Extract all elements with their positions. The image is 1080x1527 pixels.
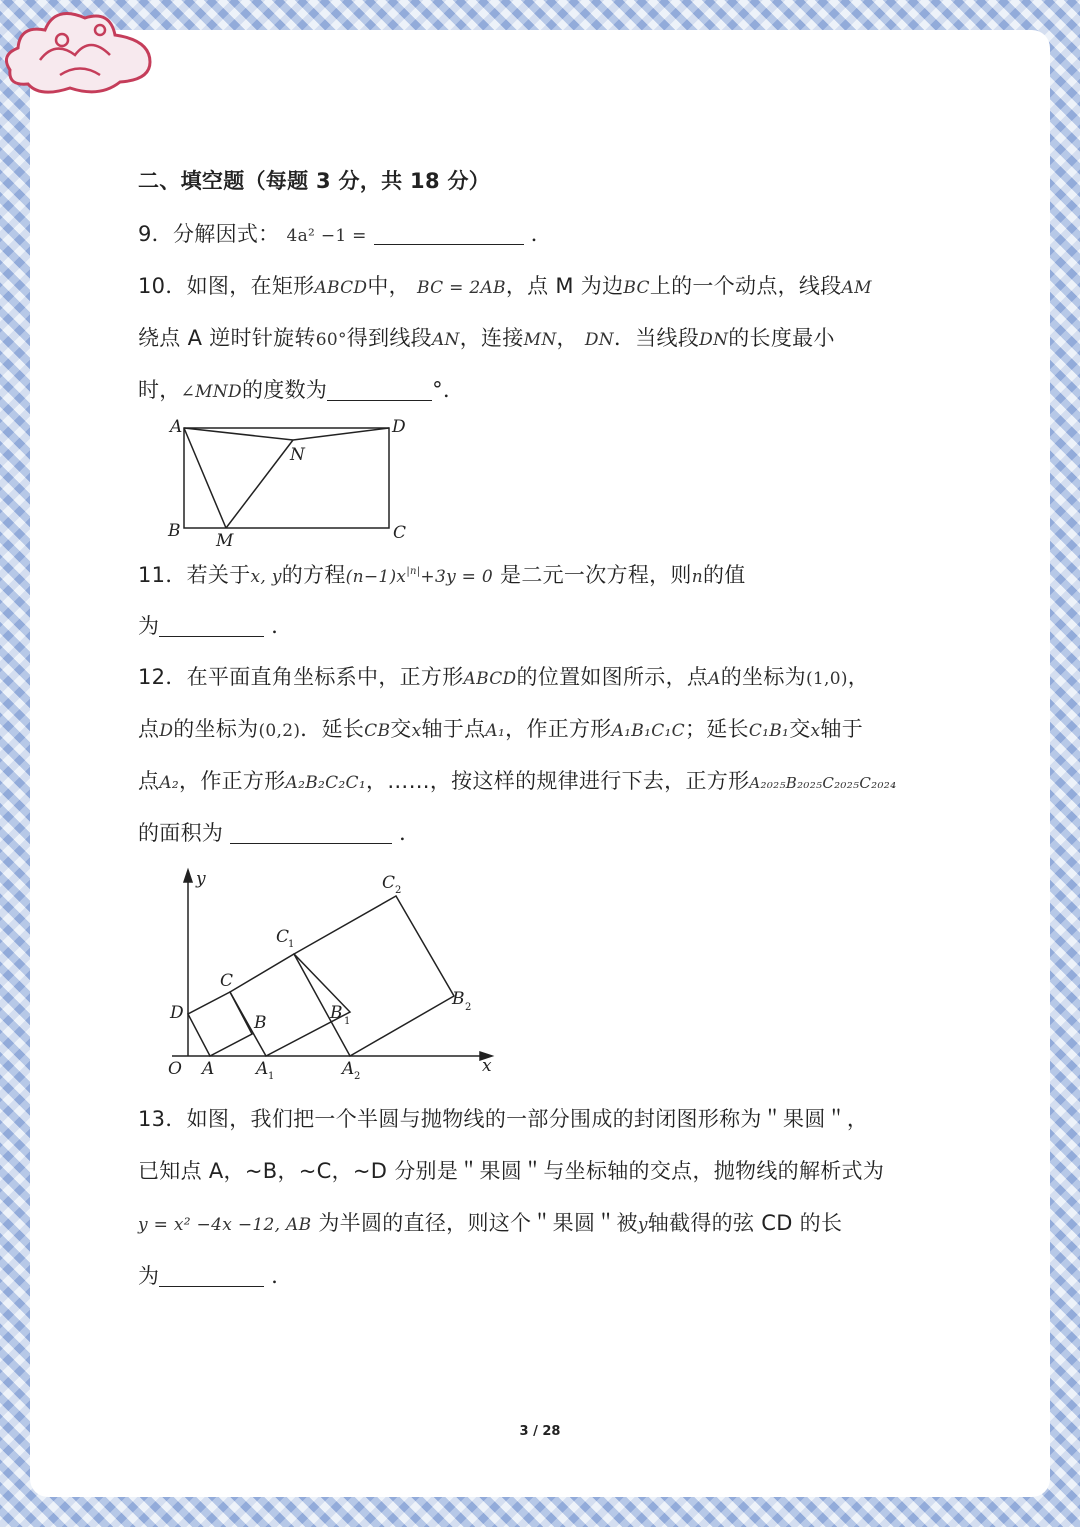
cloud-ornament-icon xyxy=(0,0,160,110)
page-number: 3 / 28 xyxy=(519,1424,561,1439)
question-12-line-2: 点D的坐标为(0,2)．延长CB交x轴于点A₁，作正方形A₁B₁C₁C；延长C₁B₁交x轴于 xyxy=(138,717,863,741)
question-9: 9．分解因式： 4a² −1 = ． xyxy=(138,222,553,246)
svg-text:2: 2 xyxy=(395,885,402,896)
label-c1: C xyxy=(276,927,290,947)
question-13-line-2: 已知点 A，~B，~C，~D 分别是＂果圆＂与坐标轴的交点，抛物线的解析式为 xyxy=(138,1159,885,1183)
figure-rectangle-abcd xyxy=(160,412,420,552)
answer-blank[interactable] xyxy=(159,1264,264,1287)
question-10-line-1: 10．如图，在矩形ABCD中， BC = 2AB，点 M 为边BC上的一个动点，线段AM xyxy=(138,274,872,298)
answer-blank[interactable] xyxy=(327,378,432,401)
question-13-line-4: 为 ． xyxy=(138,1264,293,1288)
label-a: A xyxy=(170,417,183,437)
question-10-line-2: 绕点 A 逆时针旋转60°得到线段AN，连接MN， DN．当线段DN的长度最小 xyxy=(138,326,835,350)
answer-blank[interactable] xyxy=(230,821,392,844)
question-13-line-1: 13．如图，我们把一个半圆与抛物线的一部分围成的封闭图形称为＂果圆＂， xyxy=(138,1107,869,1131)
label-m: M xyxy=(216,531,234,551)
svg-text:2: 2 xyxy=(354,1071,361,1082)
label-d: D xyxy=(392,417,406,437)
label-d: D xyxy=(170,1003,184,1023)
label-b2: B xyxy=(452,989,465,1009)
label-a1: A xyxy=(256,1059,269,1079)
label-b: B xyxy=(254,1013,267,1033)
label-c: C xyxy=(393,523,407,543)
label-a2: A xyxy=(342,1059,355,1079)
question-12-line-3: 点A₂，作正方形A₂B₂C₂C₁，……，按这样的规律进行下去，正方形A₂₀₂₅B₂₀₂₅C₂₀₂₅C₂₀₂₄ xyxy=(138,769,897,793)
svg-text:1: 1 xyxy=(344,1016,351,1027)
question-11-line-2: 为 ． xyxy=(138,614,293,638)
question-12-line-4: 的面积为 ． xyxy=(138,821,421,845)
label-n: N xyxy=(290,445,305,465)
answer-blank[interactable] xyxy=(159,614,264,637)
label-b: B xyxy=(168,521,181,541)
label-o: O xyxy=(168,1059,182,1079)
svg-text:1: 1 xyxy=(268,1071,275,1082)
question-12-line-1: 12．在平面直角坐标系中，正方形ABCD的位置如图所示，点A的坐标为(1,0)， xyxy=(138,665,870,689)
axis-x-label: x xyxy=(482,1056,492,1076)
label-c: C xyxy=(220,971,234,991)
figure-square-sequence xyxy=(160,862,505,1087)
section-title: 二、填空题（每题 3 分，共 18 分） xyxy=(138,169,491,193)
question-11-line-1: 11．若关于x, y的方程$(n-1)x^{|n|}+3y = 0$ 是二元一次方程，则n的值 xyxy=(138,563,746,587)
svg-text:2: 2 xyxy=(465,1002,472,1013)
question-10-line-3: 时，∠MND的度数为 °． xyxy=(138,378,465,402)
question-13-line-3: y = x² −4x −12, AB 为半圆的直径，则这个＂果圆＂被y轴截得的弦 CD 的长 xyxy=(138,1211,843,1235)
axis-y-label: y xyxy=(196,869,206,889)
label-b1: B xyxy=(330,1003,343,1023)
answer-blank[interactable] xyxy=(374,222,524,245)
label-a: A xyxy=(202,1059,215,1079)
svg-text:1: 1 xyxy=(288,939,295,950)
label-c2: C xyxy=(382,873,396,893)
